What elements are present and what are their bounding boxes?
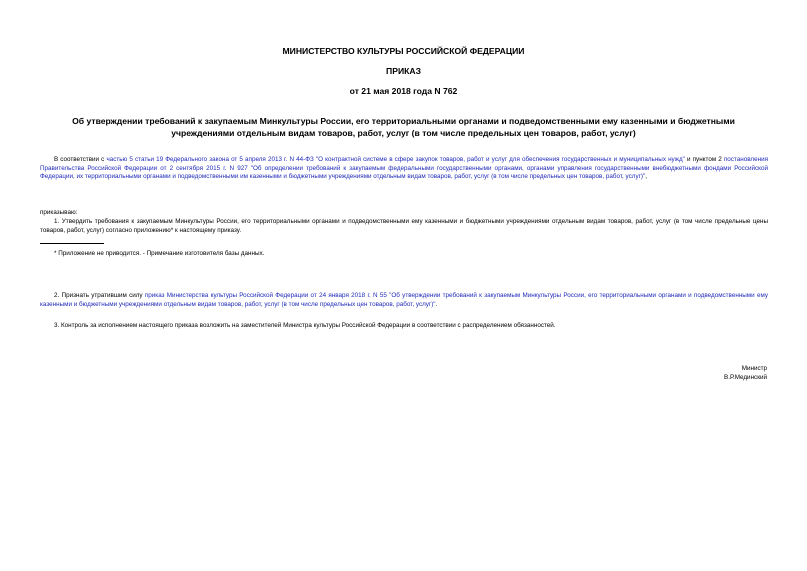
- law-44-fz-link[interactable]: частью 5 статьи 19 Федерального закона от 5 апреля 2013 г. N 44-ФЗ "О контрактной системе в сфере закупок товаров, работ и услуг для обеспечения государственных и муниципальных нужд": [106, 156, 685, 163]
- item-2-paragraph: [40, 292, 768, 309]
- item-2-suffix: .: [435, 300, 438, 308]
- item-1-paragraph: 1. Утвердить требования к закупаемым Минкультуры России, его территориальными органами и подведомственными ему казенными и бюджетными учреждениями отдельным видам товаров, работ, услуг (в том числе предельные цены товаров, работ, услуг) согласно приложению* к настоящему приказу.: [40, 218, 768, 234]
- preamble-suffix: ,: [645, 173, 647, 181]
- preamble-prefix: В соответствии с: [54, 156, 107, 163]
- doc-title: Об утверждении требований к закупаемым Минкультуры России, его территориальными органами и подведомственными ему казенными и бюджетными учреждениями отдельным видам товаров, работ, услуг (в том числе предельных цен товаров, работ, услуг): [72, 116, 735, 138]
- preamble-paragraph: [40, 156, 768, 182]
- government-decree-927-link[interactable]: постановления Правительства Российской Федерации от 2 сентября 2015 г. N 927 "Об определении требований к закупаемым федеральными государственными органами, органами управления государственными внебюджетными фондами Российской Федерации, их территориальными органами и подведомственными им казенными и бюджетными учреждениями отдельным видам товаров, работ, услуг (в том числе предельных цен товаров, работ, услуг)": [40, 156, 769, 181]
- signature-position: Министр: [741, 365, 767, 372]
- item-3-paragraph: 3. Контроль за исполнением настоящего приказа возложить на заместителей Министра культуры Российской Федерации в соответствии с распределением обязанностей.: [54, 322, 556, 329]
- item-2-prefix: 2. Признать утратившим силу: [54, 292, 145, 299]
- doc-date-number: от 21 мая 2018 года N 762: [349, 86, 458, 96]
- doc-type-heading: ПРИКАЗ: [386, 66, 421, 76]
- order-55-link[interactable]: приказ Министерства культуры Российской Федерации от 24 января 2018 г. N 55 "Об утверждении требований к закупаемым Минкультуры России, его территориальными органами и подведомственными ему казенными и бюджетными учреждениями отдельным видам товаров, работ, услуг (в том числе предельных цен товаров, работ, услуг)": [40, 292, 768, 308]
- orders-word: приказываю:: [40, 209, 78, 216]
- ministry-heading: МИНИСТЕРСТВО КУЛЬТУРЫ РОССИЙСКОЙ ФЕДЕРАЦИИ: [282, 46, 525, 56]
- footnote-text: * Приложение не приводится. - Примечание изготовителя базы данных.: [54, 250, 265, 257]
- preamble-middle: и пунктом 2: [684, 156, 724, 163]
- signature-name: В.Р.Мединский: [724, 374, 767, 381]
- footnote-divider: [40, 243, 104, 244]
